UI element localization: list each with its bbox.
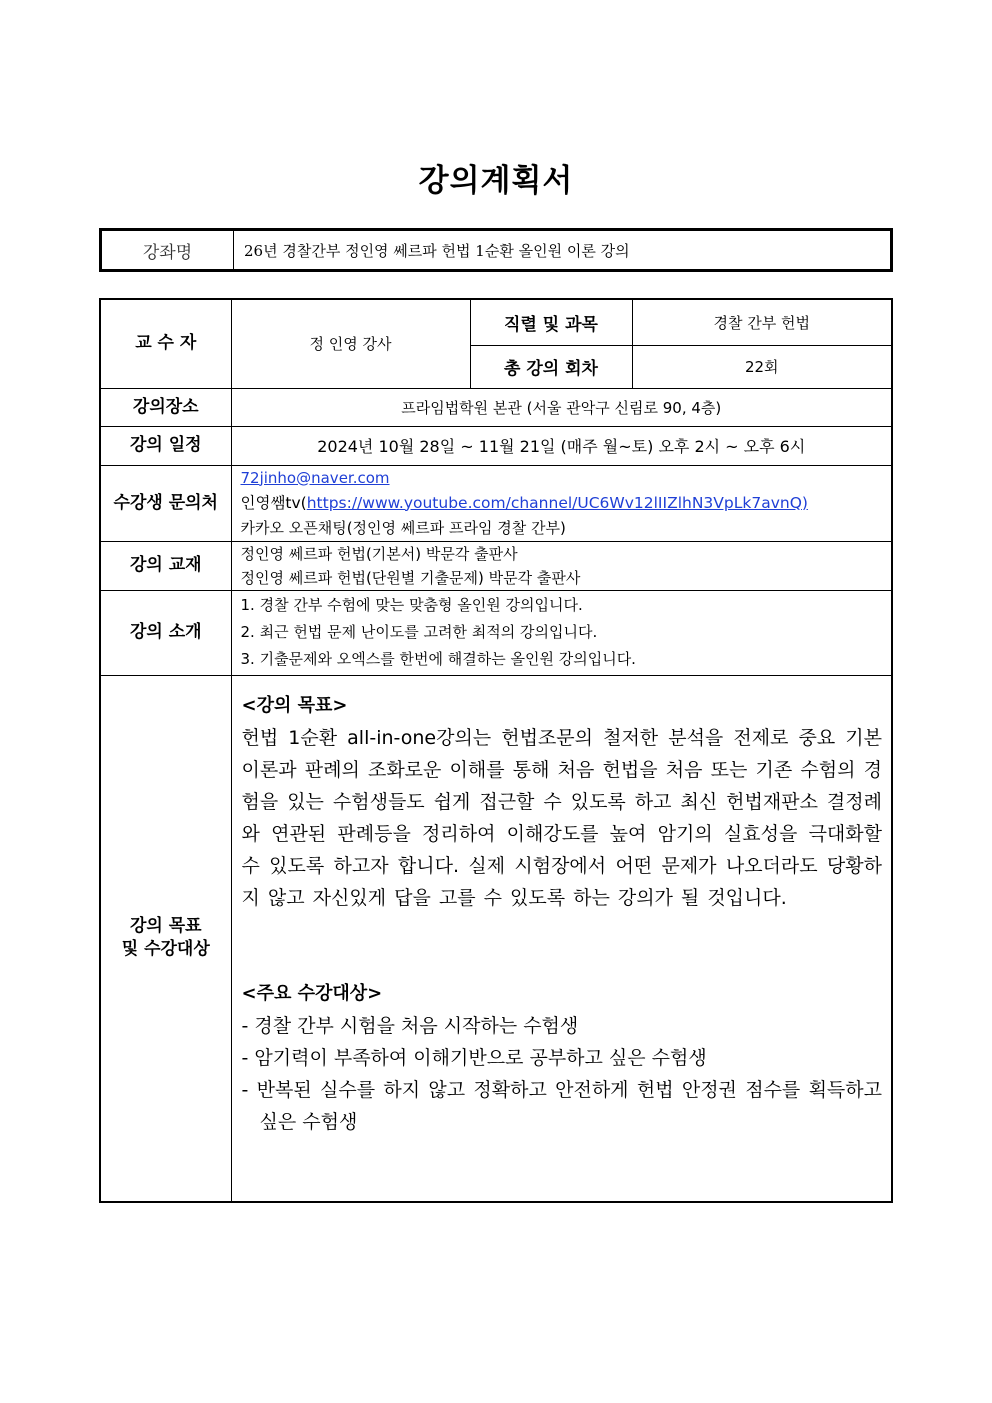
course-info-table [99,298,893,1203]
intro-item: 3. 기출문제와 오엑스를 한번에 해결하는 올인원 강의입니다. [240,650,636,668]
course-name-label: 강좌명 [101,230,234,271]
contact-email-link[interactable]: 72jinho@naver.com [240,468,390,487]
youtube-link[interactable]: https://www.youtube.com/channel/UC6Wv12lIIZlhN3VpLk7avnQ) [306,493,808,512]
target-heading: <주요 수강대상> [241,982,383,1004]
intro-item: 1. 경찰 간부 수험에 맞는 맞춤형 올인원 강의입니다. [240,596,583,614]
course-name-table [99,228,893,272]
goal-label-line2: 및 수강대상 [121,939,210,960]
schedule-value: 2024년 10월 28일 ~ 11월 21일 (매주 월~토) 오후 2시 ~ 오후 6시 [231,426,892,465]
textbook-item: 정인영 쎄르파 헌법(단원별 기출문제) 박문각 출판사 [240,568,581,587]
target-item: - 경찰 간부 시험을 처음 시작하는 수험생 [241,1014,579,1037]
track-value: 경찰 간부 헌법 [632,299,892,345]
sessions-label: 총 강의 회차 [470,345,632,388]
intro-label: 강의 소개 [100,590,231,675]
intro-item: 2. 최근 헌법 문제 난이도를 고려한 최적의 강의입니다. [240,623,598,641]
schedule-label: 강의 일정 [100,426,231,465]
youtube-prefix: 인영쌤tv( [240,493,307,512]
target-item: - 암기력이 부족하여 이해기반으로 공부하고 싶은 수험생 [241,1046,707,1069]
contact-label: 수강생 문의처 [100,465,231,541]
location-value: 프라임법학원 본관 (서울 관악구 신림로 90, 4층) [231,388,892,426]
sessions-value: 22회 [632,345,892,388]
textbook-cell [231,541,892,590]
goal-text: 헌법 1순환 all-in-one강의는 헌법조문의 철저한 분석을 전제로 중요 기본이론과 판례의 조화로운 이해를 통해 처음 헌법을 처음 또는 기존 수험의 경험을 있는 수험생들도 쉽게 접근할 수 있도록 하고 최신 헌법재판소 결정례와 연관된 판례등을 정리하여 이해강도를 높여 암기의 실효성을 극대화할 수 있도록 하고자 합니다. 실제 시험장에서 어떤 문제가 나오더라도 당황하지 않고 자신있게 답을 고를 수 있도록 하는 강의가 될 것입니다. [241,726,882,909]
goal-heading: <강의 목표> [241,694,348,716]
goal-cell [231,675,892,1202]
kakao-contact: 카카오 오픈채팅(정인영 쎄르파 프라임 경찰 간부) [240,518,566,537]
contact-cell [231,465,892,541]
target-item: - 반복된 실수를 하지 않고 정확하고 안전하게 헌법 안정권 점수를 획득하고 싶은 수험생 [241,1078,882,1133]
intro-cell [231,590,892,675]
goal-label-line1: 강의 목표 [129,916,202,937]
course-name-value: 26년 경찰간부 정인영 쎄르파 헌법 1순환 올인원 이론 강의 [234,230,892,271]
location-label: 강의장소 [100,388,231,426]
professor-label: 교 수 자 [100,299,231,388]
textbook-label: 강의 교재 [100,541,231,590]
page-title: 강의계획서 [418,163,574,199]
goal-label [100,675,231,1202]
track-label: 직렬 및 과목 [470,299,632,345]
professor-value: 정 인영 강사 [231,299,470,388]
textbook-item: 정인영 쎄르파 헌법(기본서) 박문각 출판사 [240,544,518,563]
